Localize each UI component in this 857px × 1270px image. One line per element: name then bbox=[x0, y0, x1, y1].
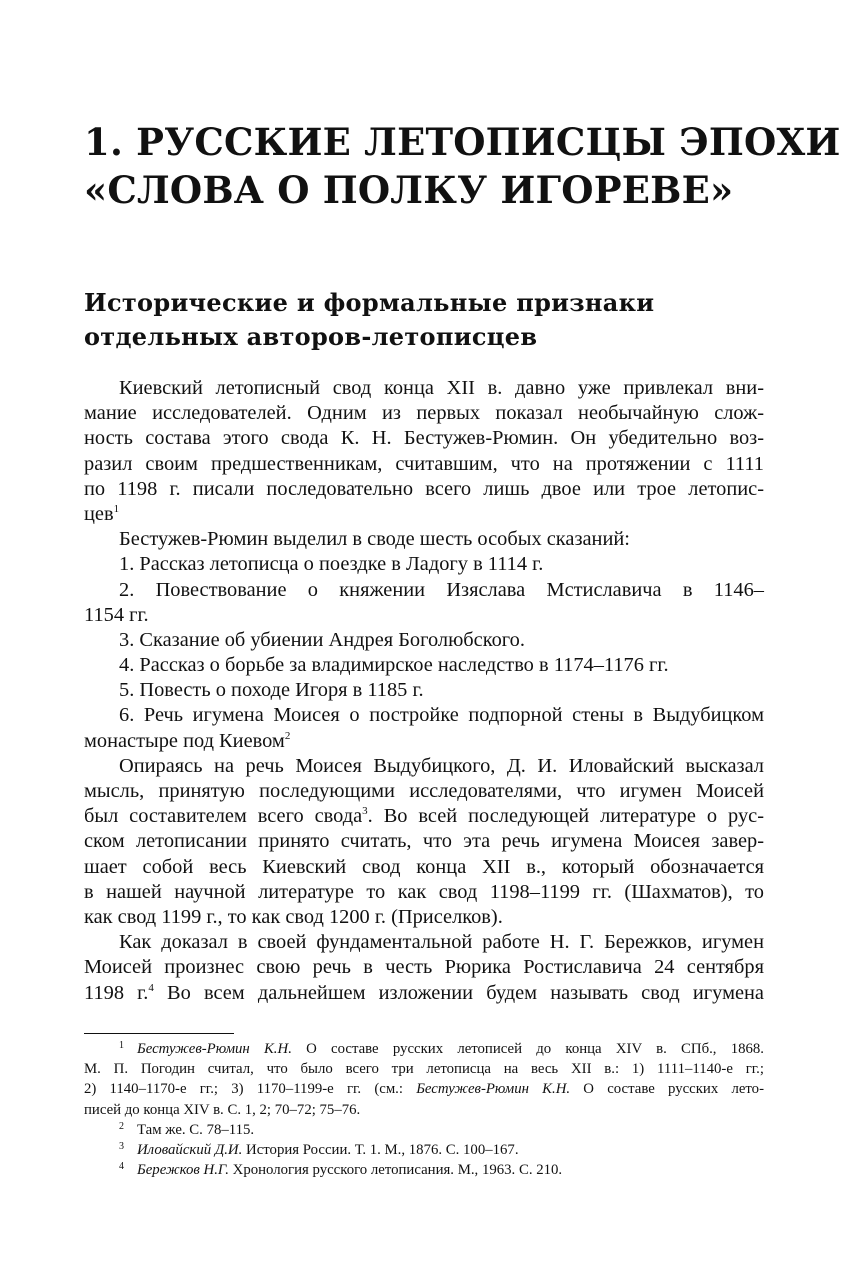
footnote-1: 1 Бестужев-Рюмин К.Н. О составе русских летописей до конца XIV в. СПб., 1868. bbox=[119, 1040, 765, 1057]
text-line: ском летописании принято считать, что эта речь игумена Моисея завер- bbox=[84, 830, 764, 853]
text-fragment: был составителем всего свода bbox=[84, 805, 363, 828]
footnote-1-line bbox=[84, 1079, 764, 1099]
list-item-continuation bbox=[84, 729, 764, 754]
footnote-2: 2 Там же. С. 78–115. bbox=[119, 1120, 255, 1138]
text-fragment: 1198 г. bbox=[84, 981, 149, 1004]
list-item: 2. Повествование о княжении Изяслава Мстиславича в 1146– bbox=[119, 578, 764, 601]
text-line: Моисей произнес свою речь в честь Рюрика Ростиславича 24 сентября bbox=[84, 956, 764, 979]
text-line: Как доказал в своей фундаментальной работе Н. Г. Бережков, игумен bbox=[119, 931, 764, 954]
footnote-ref[interactable]: 2 bbox=[284, 729, 291, 742]
footnote-4: 4 Бережков Н.Г. Хронология русского летописания. М., 1963. С. 210. bbox=[119, 1161, 563, 1179]
list-item: 5. Повесть о походе Игоря в 1185 г. bbox=[119, 679, 424, 702]
list-item: 3. Сказание об убиении Андрея Боголюбского. bbox=[119, 628, 525, 651]
text-line: как свод 1199 г., то как свод 1200 г. (Приселков). bbox=[84, 905, 503, 928]
text-line bbox=[84, 502, 764, 527]
text-line bbox=[84, 804, 764, 829]
text-line bbox=[84, 981, 764, 1006]
text-fragment: Во всем дальнейшем изложении будем называть свод игумена bbox=[153, 981, 764, 1004]
footnote-ref[interactable]: 1 bbox=[113, 502, 120, 515]
chapter-title-line-1: 1. РУССКИЕ ЛЕТОПИСЦЫ ЭПОХИ bbox=[84, 120, 841, 164]
text-line: ность состава этого свода К. Н. Бестужев-Рюмин. Он убедительно воз- bbox=[84, 427, 764, 450]
footnote-1-line: писей до конца XIV в. С. 1, 2; 70–72; 75–76. bbox=[84, 1101, 361, 1118]
list-item: 4. Рассказ о борьбе за владимирское наследство в 1174–1176 гг. bbox=[119, 654, 669, 677]
footnote-text: 2) 1140–1170-е гг.; 3) 1170–1199-е гг. (см.: bbox=[84, 1081, 417, 1098]
chapter-title-line-2: «СЛОВА О ПОЛКУ ИГОРЕВЕ» bbox=[84, 168, 734, 212]
body-text bbox=[84, 376, 764, 1006]
section-title-line-1: Исторические и формальные признаки bbox=[84, 288, 655, 317]
section-title-line-2: отдельных авторов-летописцев bbox=[84, 322, 538, 351]
text-line: Опираясь на речь Моисея Выдубицкого, Д. И. Иловайский высказал bbox=[119, 754, 764, 777]
footnote-author: Бережков Н.Г. bbox=[137, 1162, 229, 1179]
footnote-author: Бестужев-Рюмин К.Н. bbox=[137, 1041, 292, 1057]
list-item-continuation: 1154 гг. bbox=[84, 603, 149, 626]
footnote-text: Там же. С. 78–115. bbox=[137, 1121, 255, 1138]
list-item: 6. Речь игумена Моисея о постройке подпорной стены в Выдубицком bbox=[119, 704, 764, 727]
footnote-author: Бестужев-Рюмин К.Н. bbox=[416, 1081, 571, 1098]
footnote-text: О составе русских лето- bbox=[570, 1081, 764, 1098]
footnote-text: История России. Т. 1. М., 1876. С. 100–167. bbox=[242, 1141, 519, 1158]
footnotes bbox=[84, 1039, 764, 1180]
list-item: 1. Рассказ летописца о поездке в Ладогу в 1114 г. bbox=[119, 553, 544, 576]
footnote-text: О составе русских летописей до конца XIV в. СПб., 1868. bbox=[291, 1041, 765, 1057]
text-line: по 1198 г. писали последовательно всего лишь двое или трое летопис- bbox=[84, 477, 764, 500]
footnote-divider bbox=[84, 1033, 234, 1034]
text-fragment: . Во всей последующей литературе о рус- bbox=[367, 805, 764, 828]
text-line: разил своим предшественникам, считавшим, что на протяжении с 1111 bbox=[84, 452, 764, 475]
footnote-3: 3 Иловайский Д.И. История России. Т. 1. М., 1876. С. 100–167. bbox=[119, 1140, 519, 1158]
text-line: мание исследователей. Одним из первых показал необычайную слож- bbox=[84, 402, 764, 425]
section-title bbox=[84, 286, 784, 354]
footnote-1-line: М. П. Погодин считал, что было всего три летописца на весь XII в.: 1) 1111–1140-е гг.; bbox=[84, 1061, 764, 1078]
footnote-text: Хронология русского летописания. М., 1963. С. 210. bbox=[228, 1162, 563, 1179]
footnote-ref[interactable]: 3 bbox=[362, 805, 368, 818]
text-line: в нашей научной литературе то как свод 1198–1199 гг. (Шахматов), то bbox=[84, 880, 764, 903]
text-line: Киевский летописный свод конца XII в. давно уже привлекал вни- bbox=[119, 377, 764, 399]
chapter-title bbox=[84, 118, 841, 214]
text-fragment: цев bbox=[84, 502, 114, 525]
footnote-ref[interactable]: 4 bbox=[148, 981, 154, 994]
text-line: мысль, принятую последующими исследователями, что игумен Моисей bbox=[84, 780, 764, 802]
text-line: шает собой весь Киевский свод конца XII в., который обозначается bbox=[84, 855, 764, 878]
text-line: Бестужев-Рюмин выделил в своде шесть особых сказаний: bbox=[119, 528, 630, 551]
text-fragment: монастыре под Киевом bbox=[84, 729, 285, 752]
footnote-author: Иловайский Д.И. bbox=[137, 1141, 243, 1158]
